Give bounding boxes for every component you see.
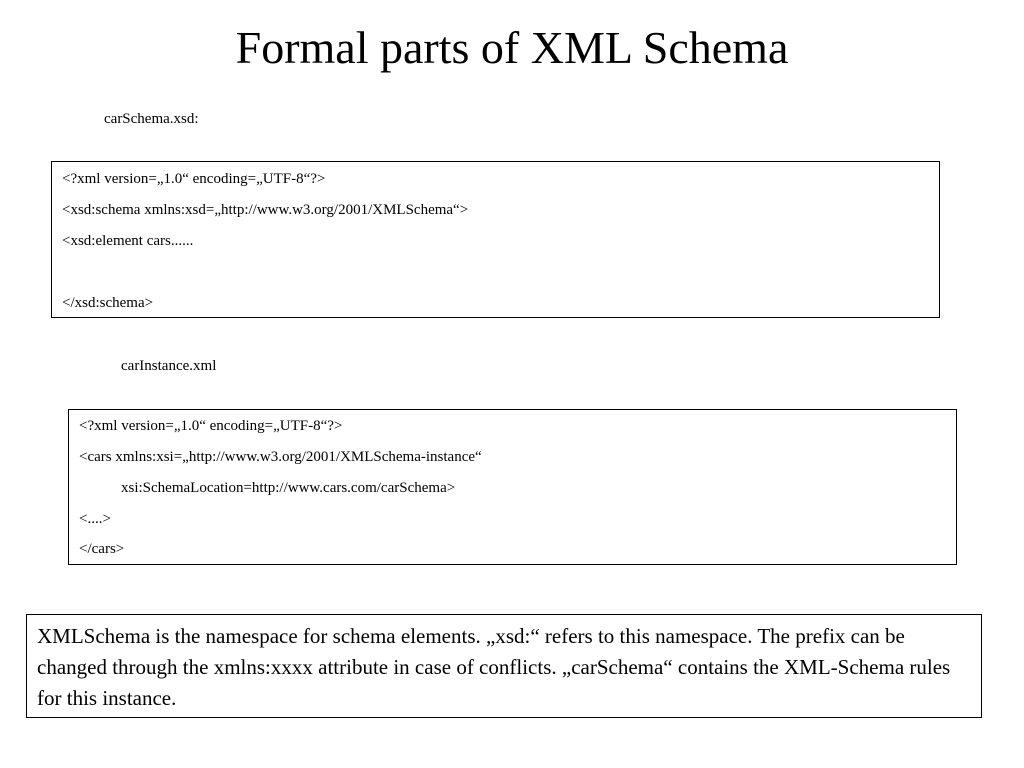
schema-file-caption: carSchema.xsd: xyxy=(104,111,199,127)
schema-code-line: <xsd:element cars...... xyxy=(62,233,194,249)
schema-code-line: <?xml version=„1.0“ encoding=„UTF-8“?> xyxy=(62,171,326,187)
instance-file-caption: carInstance.xml xyxy=(121,358,217,374)
instance-code-line: xsi:SchemaLocation=http://www.cars.com/carSchema> xyxy=(121,480,456,496)
schema-code-line: </xsd:schema> xyxy=(62,295,154,311)
explanation-note: XMLSchema is the namespace for schema elements. „xsd:“ refers to this namespace. The prefix can be changed through the xmlns:xxxx attribute in case of conflicts. „carSchema“ contains the XML-Schema rules for this instance. xyxy=(26,614,982,718)
instance-code-line: </cars> xyxy=(79,541,125,557)
schema-code-box xyxy=(51,161,940,318)
instance-code-line: <cars xmlns:xsi=„http://www.w3.org/2001/XMLSchema-instance“ xyxy=(79,449,482,465)
instance-code-box xyxy=(68,409,957,565)
schema-code-line: <xsd:schema xmlns:xsd=„http://www.w3.org/2001/XMLSchema“> xyxy=(62,202,469,218)
instance-code-line: <?xml version=„1.0“ encoding=„UTF-8“?> xyxy=(79,418,343,434)
slide-title: Formal parts of XML Schema xyxy=(235,22,789,73)
instance-code-line: <....> xyxy=(79,511,111,527)
